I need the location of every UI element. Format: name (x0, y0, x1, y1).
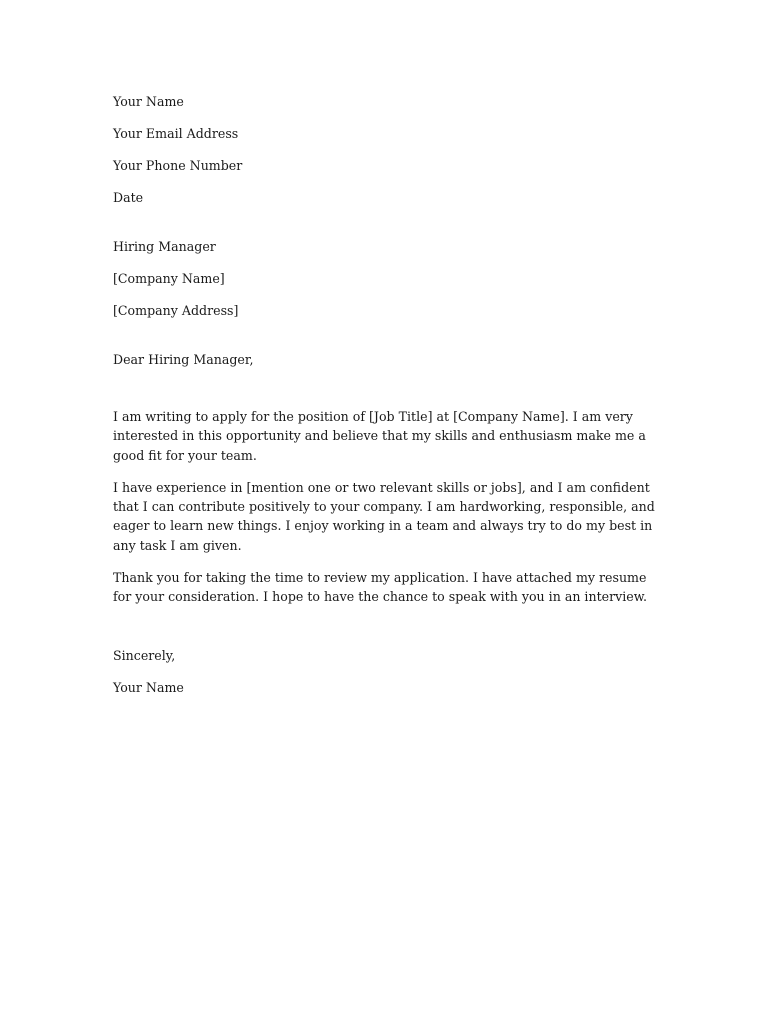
closing-block (113, 647, 658, 696)
recipient-company-address: [Company Address] (113, 303, 239, 318)
body-paragraph: I am writing to apply for the position of [Job Title] at [Company Name]. I am very interested in this opportunity and believe that my skills and enthusiasm make me a good fit for your team. (113, 409, 646, 463)
body-paragraph: I have experience in [mention one or two relevant skills or jobs], and I am confident that I can contribute positively to your company. I am hardworking, responsible, and eager to learn new things. I enjoy working in a team and always try to do my best in any task I am given. (113, 479, 655, 553)
sender-name: Your Name (113, 94, 184, 109)
body-paragraph: Thank you for taking the time to review my application. I have attached my resume for your consideration. I hope to have the chance to speak with you in an interview. (113, 570, 647, 605)
signature-name: Your Name (113, 679, 184, 695)
recipient-block (113, 238, 658, 319)
spacer (113, 334, 658, 351)
spacer (113, 221, 658, 238)
recipient-title: Hiring Manager (113, 239, 216, 254)
cover-letter (113, 93, 658, 711)
sender-block (113, 93, 658, 206)
spacer (113, 383, 658, 407)
salutation: Dear Hiring Manager, (113, 352, 254, 367)
valediction: Sincerely, (113, 647, 176, 663)
sender-email: Your Email Address (113, 126, 239, 141)
spacer (113, 620, 658, 647)
recipient-company-name: [Company Name] (113, 271, 225, 286)
letter-date: Date (113, 190, 144, 205)
letter-body (113, 407, 658, 607)
sender-phone: Your Phone Number (113, 158, 243, 173)
